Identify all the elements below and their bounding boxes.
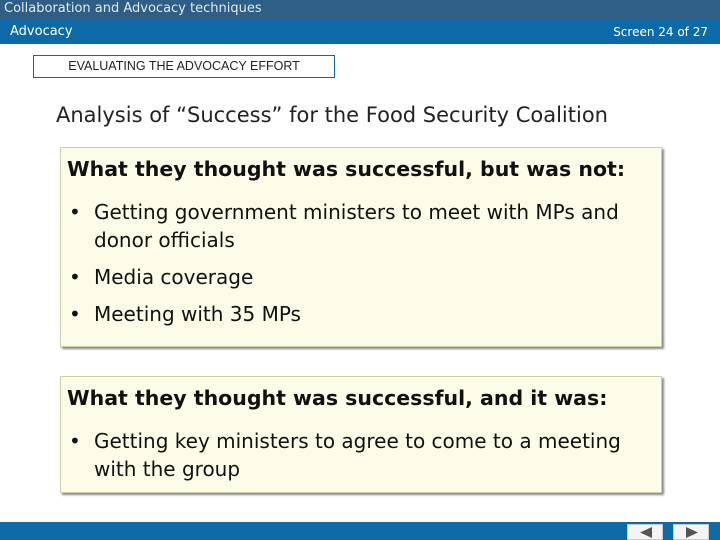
previous-button[interactable] bbox=[627, 524, 663, 540]
list-item-text: Meeting with 35 MPs bbox=[94, 302, 301, 326]
list-item bbox=[67, 198, 651, 254]
next-button[interactable] bbox=[673, 524, 709, 540]
list-item-text: Media coverage bbox=[94, 265, 254, 289]
bullet-icon: • bbox=[69, 265, 81, 289]
bullet-icon: • bbox=[69, 200, 81, 224]
bullet-list bbox=[67, 427, 651, 492]
not-successful-panel bbox=[60, 147, 662, 347]
bullet-list bbox=[67, 198, 651, 337]
bullet-icon: • bbox=[69, 302, 81, 326]
section-bar bbox=[0, 20, 720, 44]
panel-heading: What they thought was successful, but was not: bbox=[67, 157, 626, 181]
list-item-text: Getting key ministers to agree to come to a meeting with the group bbox=[94, 429, 621, 481]
footer-bar bbox=[0, 522, 720, 540]
app-title-bar bbox=[0, 0, 720, 20]
panel-heading: What they thought was successful, and it was: bbox=[67, 386, 608, 410]
page-title: Analysis of “Success” for the Food Security Coalition bbox=[56, 103, 608, 127]
successful-panel bbox=[60, 376, 662, 493]
list-item bbox=[67, 263, 651, 291]
list-item-text: Getting government ministers to meet with MPs and donor officials bbox=[94, 200, 619, 252]
triangle-right-icon bbox=[685, 527, 699, 538]
screen-counter: Screen 24 of 27 bbox=[613, 25, 708, 39]
section-title: Advocacy bbox=[10, 24, 73, 39]
list-item bbox=[67, 300, 651, 328]
bullet-icon: • bbox=[69, 429, 81, 453]
triangle-left-icon bbox=[639, 527, 653, 538]
evaluating-tab-label: EVALUATING THE ADVOCACY EFFORT bbox=[33, 55, 335, 78]
list-item bbox=[67, 427, 651, 483]
app-title: Collaboration and Advocacy techniques bbox=[4, 1, 262, 16]
